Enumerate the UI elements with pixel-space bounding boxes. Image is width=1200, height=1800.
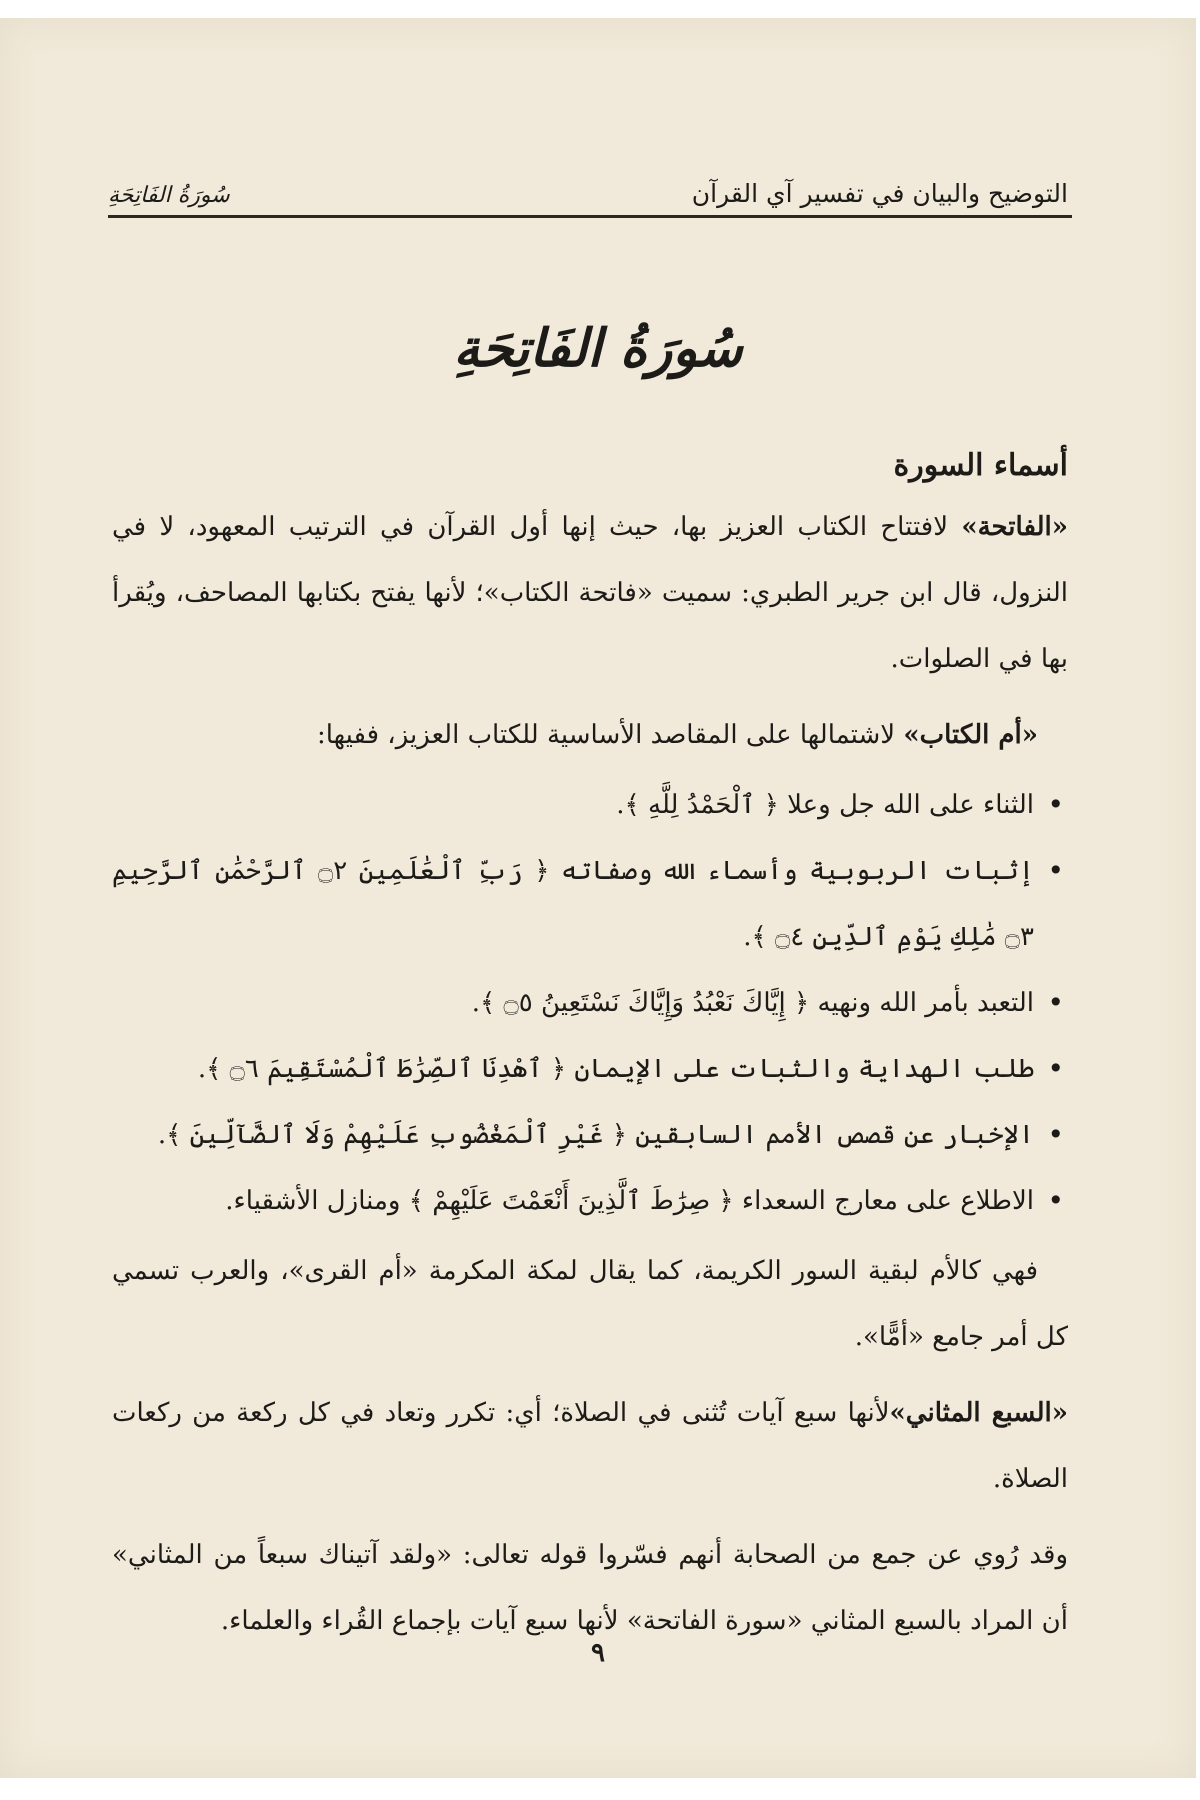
running-title: التوضيح والبيان في تفسير آي القرآن: [691, 179, 1068, 208]
list-item: • التعبد بأمر الله ونهيه ﴿ إِيَّاكَ نَعْبُدُ وَإِيَّاكَ نَسْتَعِينُ ۝٥ ﴾.: [112, 970, 1068, 1036]
header-rule: [108, 215, 1072, 218]
list-item: • الثناء على الله جل وعلا ﴿ ٱلْحَمْدُ لِلَّهِ ﴾.: [112, 772, 1068, 838]
paragraph-umm: فهي كالأم لبقية السور الكريمة، كما يقال لمكة المكرمة «أم القرى»، والعرب تسمي كل أمر جامع «أمًّا».: [112, 1256, 1068, 1352]
list-item: • الاطلاع على معارج السعداء ﴿ صِرَٰطَ ٱلَّذِينَ أَنْعَمْتَ عَلَيْهِمْ ﴾ ومنازل الأشقياء.: [112, 1168, 1068, 1234]
list-item: • طلب الهداية والثبات على الإيمان ﴿ ٱهْدِنَا ٱلصِّرَٰطَ ٱلْمُسْتَقِيمَ ۝٦ ﴾.: [112, 1036, 1068, 1102]
page-content: [112, 438, 1068, 1654]
paragraph-sab-mathani-text: لأنها سبع آيات تُثنى في الصلاة؛ أي: تكرر وتعاد في كل ركعة من ركعات الصلاة.: [112, 1398, 1068, 1494]
list-item: • الإخبار عن قصص الأمم السابقين ﴿ غَيْرِ ٱلْمَغْضُوبِ عَلَيْهِمْ وَلَا ٱلضَّآلِّينَ ﴾.: [112, 1102, 1068, 1168]
list-item: • إثبات الربوبية وأسماء الله وصفاته ﴿ رَبِّ ٱلْعَٰلَمِينَ ۝٢ ٱلرَّحْمَٰنِ ٱلرَّحِيمِ ۝٣ مَٰلِكِ يَوْمِ ٱلدِّينِ ۝٤ ﴾.: [112, 838, 1068, 970]
book-page: [0, 18, 1196, 1778]
page-header: [108, 168, 1068, 208]
term-sab-mathani: «السبع المثاني»: [889, 1398, 1068, 1428]
paragraph-fatiha: [112, 494, 1068, 692]
term-fatiha: «الفاتحة»: [961, 512, 1068, 542]
page-number: ٩: [591, 1638, 605, 1668]
paragraph-sahaba: وقد رُوي عن جمع من الصحابة أنهم فسّروا قوله تعالى: «ولقد آتيناك سبعاً من المثاني» أن المراد بالسبع المثاني «سورة الفاتحة» لأنها سبع آيات بإجماع القُراء والعلماء.: [112, 1540, 1068, 1636]
paragraph-fatiha-text: لافتتاح الكتاب العزيز بها، حيث إنها أول القرآن في الترتيب المعهود، لا في النزول، قال ابن جرير الطبري: سميت «فاتحة الكتاب»؛ لأنها يفتح بكتابها المصاحف، ويُقرأ بها في الصلوات.: [112, 512, 1068, 674]
paragraph-sab-mathani: [112, 1380, 1068, 1512]
term-umm-alkitab: «أم الكتاب»: [903, 720, 1038, 750]
surah-tag: سُورَةُ الفَاتِحَةِ: [108, 183, 230, 208]
paragraph-umm-alkitab: [112, 702, 1068, 768]
paragraph-umm-alkitab-text: لاشتمالها على المقاصد الأساسية للكتاب العزيز، ففيها:: [316, 720, 904, 750]
section-heading: أسماء السورة: [893, 448, 1068, 483]
surah-title: سُورَةُ الفَاتِحَةِ: [453, 318, 743, 379]
purposes-list: [112, 772, 1068, 1234]
